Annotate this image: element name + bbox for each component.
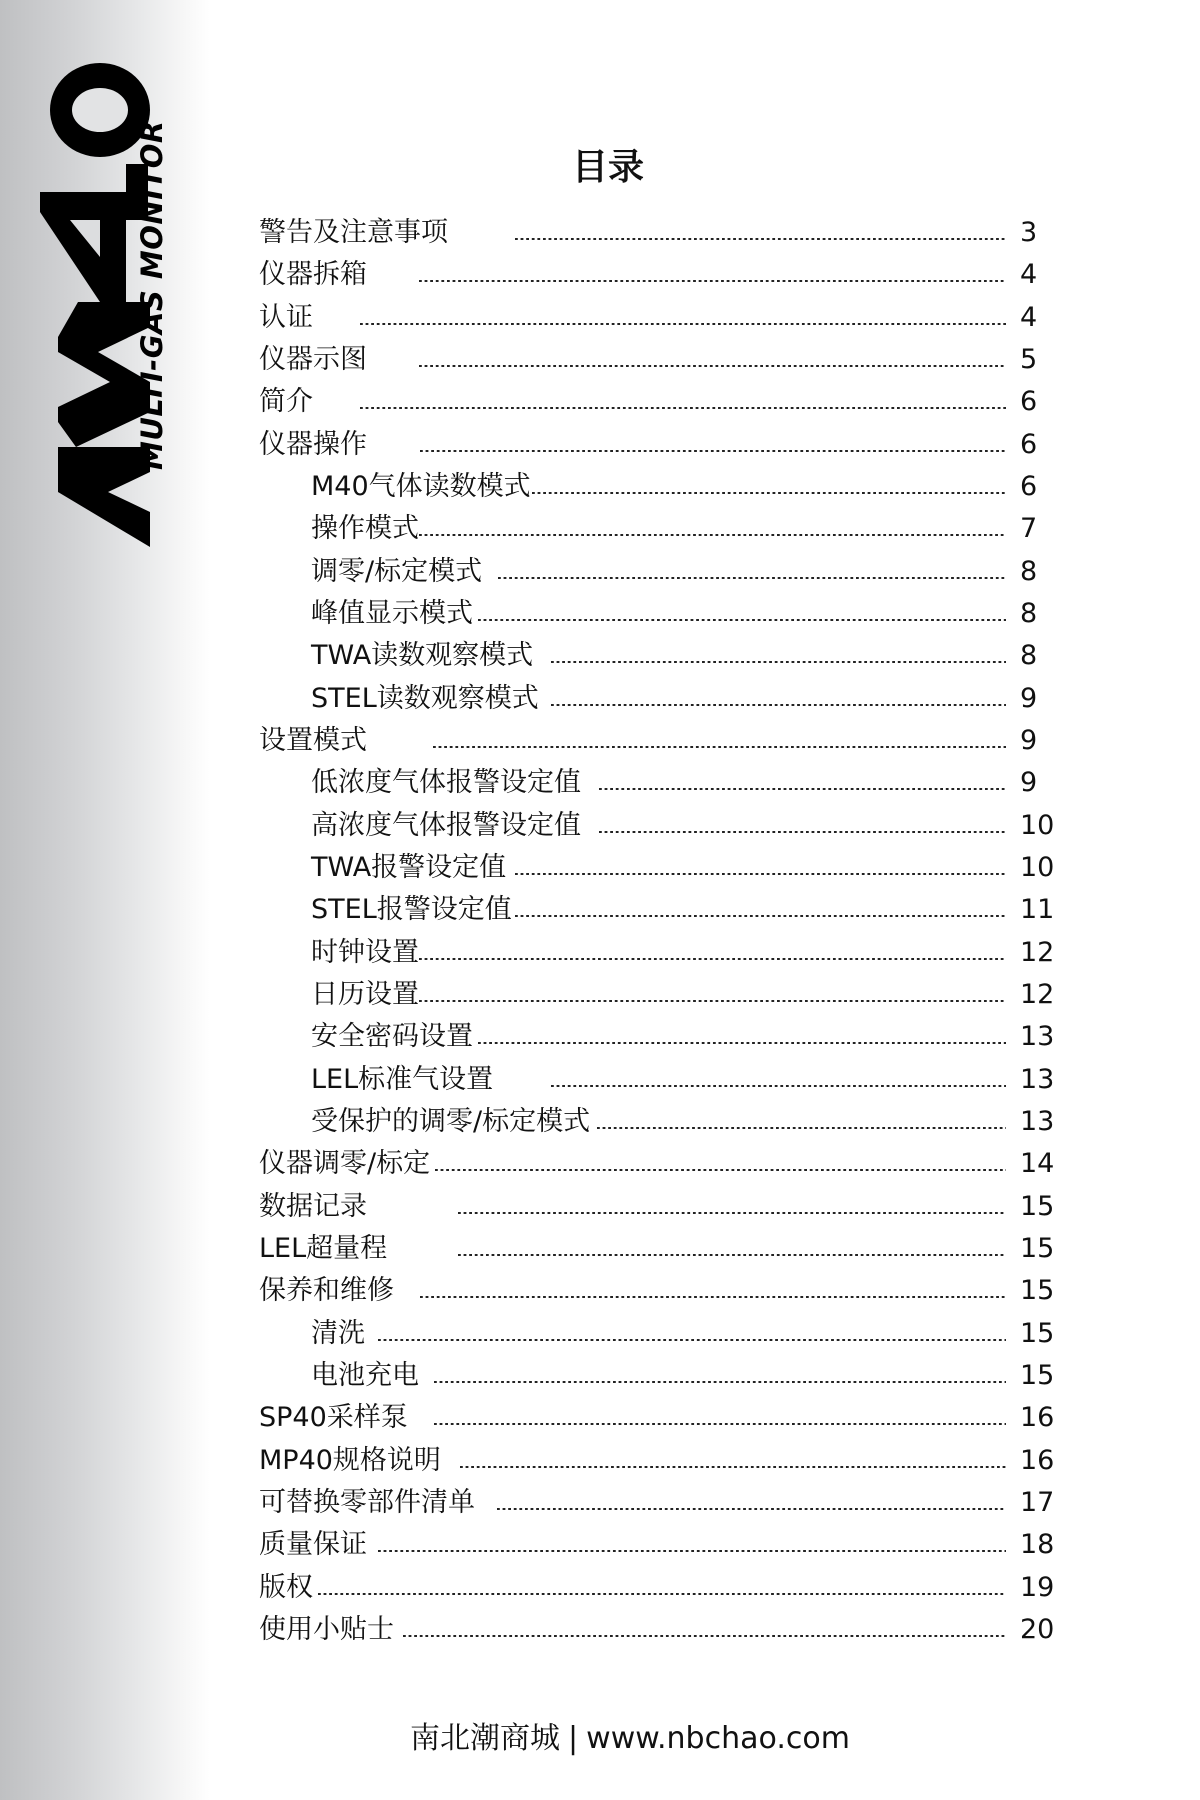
toc-entry-page-number: 18 [1020, 1529, 1055, 1561]
toc-entry[interactable] [0, 1017, 1200, 1057]
toc-entry-label: 使用小贴士 [259, 1613, 394, 1645]
toc-entry-label: TWA读数观察模式 [311, 640, 534, 672]
footer [0, 1718, 1200, 1760]
toc-entry-page-number: 8 [1020, 597, 1038, 629]
toc-entry-label: 仪器示图 [259, 343, 367, 375]
toc-entry-page-number: 15 [1020, 1275, 1055, 1307]
toc-entry[interactable] [0, 890, 1200, 930]
toc-entry-page-number: 17 [1020, 1486, 1055, 1518]
toc-dot-leader [599, 788, 1006, 790]
toc-entry-label: 质量保证 [259, 1529, 367, 1561]
toc-dot-leader [378, 1339, 1006, 1341]
toc-entry-page-number: 16 [1020, 1402, 1055, 1434]
toc-dot-leader [420, 1296, 1006, 1298]
toc-dot-leader [360, 407, 1006, 409]
toc-entry-page-number: 5 [1020, 343, 1038, 375]
toc-dot-leader [458, 1254, 1006, 1256]
toc-entry-page-number: 6 [1020, 386, 1038, 418]
toc-entry-label: 设置模式 [259, 724, 367, 756]
toc-entry-label: 清洗 [311, 1317, 365, 1349]
footer-separator: | [568, 1721, 579, 1756]
toc-dot-leader [458, 1212, 1006, 1214]
toc-entry[interactable] [0, 1271, 1200, 1311]
toc-entry[interactable] [0, 340, 1200, 380]
toc-entry-label: M40气体读数模式 [311, 470, 531, 502]
toc-entry-label: 可替换零部件清单 [259, 1486, 475, 1518]
toc-dot-leader [419, 534, 1006, 536]
toc-entry-page-number: 11 [1020, 894, 1055, 926]
toc-entry-label: MP40规格说明 [259, 1444, 441, 1476]
toc-entry-page-number: 15 [1020, 1359, 1055, 1391]
toc-dot-leader [378, 1550, 1006, 1552]
toc-dot-leader [434, 1381, 1006, 1383]
footer-url[interactable]: www.nbchao.com [586, 1721, 850, 1756]
toc-entry[interactable] [0, 1525, 1200, 1565]
toc-entry-label: STEL读数观察模式 [311, 682, 539, 714]
toc-entry[interactable] [0, 1398, 1200, 1438]
toc-entry-label: SP40采样泵 [259, 1402, 408, 1434]
toc-entry[interactable] [0, 1229, 1200, 1269]
toc-entry-label: 数据记录 [259, 1190, 367, 1222]
toc-dot-leader [515, 873, 1006, 875]
footer-store-name: 南北潮商城 [410, 1721, 561, 1756]
toc-entry-page-number: 3 [1020, 217, 1038, 248]
toc-entry-page-number: 12 [1020, 978, 1055, 1010]
toc-entry-page-number: 9 [1020, 682, 1038, 714]
toc-dot-leader [433, 746, 1006, 748]
toc-dot-leader [318, 1593, 1006, 1595]
toc-entry-page-number: 15 [1020, 1232, 1055, 1264]
toc-dot-leader [434, 1423, 1006, 1425]
toc-entry-page-number: 6 [1020, 470, 1038, 502]
toc-entry[interactable] [0, 467, 1200, 507]
toc-dot-leader [478, 1042, 1006, 1044]
toc-entry[interactable] [0, 255, 1200, 295]
toc-entry-label: 高浓度气体报警设定值 [311, 809, 581, 841]
toc-dot-leader [419, 1000, 1006, 1002]
toc-entry-page-number: 4 [1020, 301, 1038, 333]
toc-dot-leader [497, 1508, 1006, 1510]
toc-entry-label: 峰值显示模式 [311, 597, 473, 629]
toc-entry-label: TWA报警设定值 [311, 851, 507, 883]
toc-entry-label: LEL标准气设置 [311, 1063, 494, 1095]
toc-dot-leader [460, 1466, 1006, 1468]
toc-entry-page-number: 4 [1020, 259, 1038, 291]
toc-entry-label: 保养和维修 [259, 1275, 394, 1307]
toc-entry-label: 简介 [259, 386, 313, 418]
toc-entry-label: 受保护的调零/标定模式 [311, 1105, 591, 1137]
toc-entry[interactable] [0, 1187, 1200, 1227]
toc-dot-leader [419, 280, 1006, 282]
toc-dot-leader [515, 238, 1006, 240]
toc-entry[interactable] [0, 636, 1200, 676]
toc-entry-label: LEL超量程 [259, 1232, 388, 1264]
toc-dot-leader [551, 1085, 1006, 1087]
toc-dot-leader [419, 958, 1006, 960]
toc-entry-label: 安全密码设置 [311, 1021, 473, 1053]
toc-entry-page-number: 8 [1020, 640, 1038, 672]
toc-entry-label: 仪器拆箱 [259, 259, 367, 291]
toc-entry[interactable] [0, 1102, 1200, 1142]
toc-entry-page-number: 19 [1020, 1571, 1055, 1603]
logo-subtitle: MULTI-GAS MONITOR [135, 120, 169, 470]
toc-entry[interactable] [0, 1060, 1200, 1100]
toc-entry-label: 时钟设置 [311, 936, 419, 968]
toc-dot-leader [515, 915, 1006, 917]
toc-dot-leader [532, 492, 1006, 494]
toc-entry-page-number: 15 [1020, 1190, 1055, 1222]
toc-entry-label: 版权 [259, 1571, 313, 1603]
toc-entry[interactable] [0, 1483, 1200, 1523]
toc-entry-label: 仪器操作 [259, 428, 367, 460]
toc-dot-leader [597, 1127, 1006, 1129]
toc-dot-leader [478, 619, 1006, 621]
toc-entry-page-number: 12 [1020, 936, 1055, 968]
toc-entry-page-number: 20 [1020, 1613, 1055, 1645]
toc-entry-page-number: 13 [1020, 1021, 1055, 1053]
toc-dot-leader [551, 661, 1006, 663]
toc-entry[interactable] [0, 552, 1200, 592]
toc-entry[interactable] [0, 679, 1200, 719]
toc-entry[interactable] [0, 1568, 1200, 1608]
toc-entry-page-number: 6 [1020, 428, 1038, 460]
toc-entry[interactable] [0, 1356, 1200, 1396]
toc-dot-leader [403, 1635, 1006, 1637]
toc-entry[interactable] [0, 806, 1200, 846]
toc-dot-leader [360, 323, 1006, 325]
toc-entry[interactable] [0, 1610, 1200, 1650]
toc-entry-page-number: 10 [1020, 809, 1055, 841]
toc-entry-label: 低浓度气体报警设定值 [311, 767, 581, 799]
toc-entry-label: 操作模式 [311, 513, 419, 545]
toc-entry-label: 电池充电 [311, 1359, 419, 1391]
toc-entry[interactable] [0, 1441, 1200, 1481]
toc-entry-label: 警告及注意事项 [259, 217, 448, 248]
toc-entry-page-number: 14 [1020, 1148, 1055, 1180]
toc-entry-page-number: 15 [1020, 1317, 1055, 1349]
toc-entry[interactable] [0, 1314, 1200, 1354]
toc-entry-page-number: 7 [1020, 513, 1038, 545]
toc-entry-page-number: 9 [1020, 767, 1038, 799]
toc-dot-leader [420, 450, 1006, 452]
toc-dot-leader [435, 1169, 1006, 1171]
toc-entry-label: STEL报警设定值 [311, 894, 512, 926]
toc-entry-page-number: 10 [1020, 851, 1055, 883]
toc-entry-page-number: 16 [1020, 1444, 1055, 1476]
toc-dot-leader [419, 365, 1006, 367]
toc-dot-leader [498, 577, 1006, 579]
toc-entry[interactable] [0, 298, 1200, 338]
toc-entry[interactable] [0, 848, 1200, 888]
toc-entry[interactable] [0, 509, 1200, 549]
toc-entry[interactable] [0, 594, 1200, 634]
toc-entry-label: 认证 [259, 301, 313, 333]
page-title: 目录 [571, 146, 644, 188]
toc-entry[interactable] [0, 933, 1200, 973]
toc-entry[interactable] [0, 382, 1200, 422]
toc-entry[interactable] [0, 1144, 1200, 1184]
toc-entry-page-number: 13 [1020, 1063, 1055, 1095]
toc-dot-leader [551, 704, 1006, 706]
toc-entry-label: 日历设置 [311, 978, 419, 1010]
toc-entry-page-number: 9 [1020, 724, 1038, 756]
toc-entry[interactable] [0, 763, 1200, 803]
toc-entry[interactable] [0, 213, 1200, 253]
toc-entry[interactable] [0, 425, 1200, 465]
toc-entry-label: 仪器调零/标定 [259, 1148, 431, 1180]
toc-entry-page-number: 13 [1020, 1105, 1055, 1137]
toc-dot-leader [599, 831, 1006, 833]
toc-entry[interactable] [0, 721, 1200, 761]
toc-entry[interactable] [0, 975, 1200, 1015]
toc-entry-page-number: 8 [1020, 555, 1038, 587]
toc-entry-label: 调零/标定模式 [311, 555, 483, 587]
